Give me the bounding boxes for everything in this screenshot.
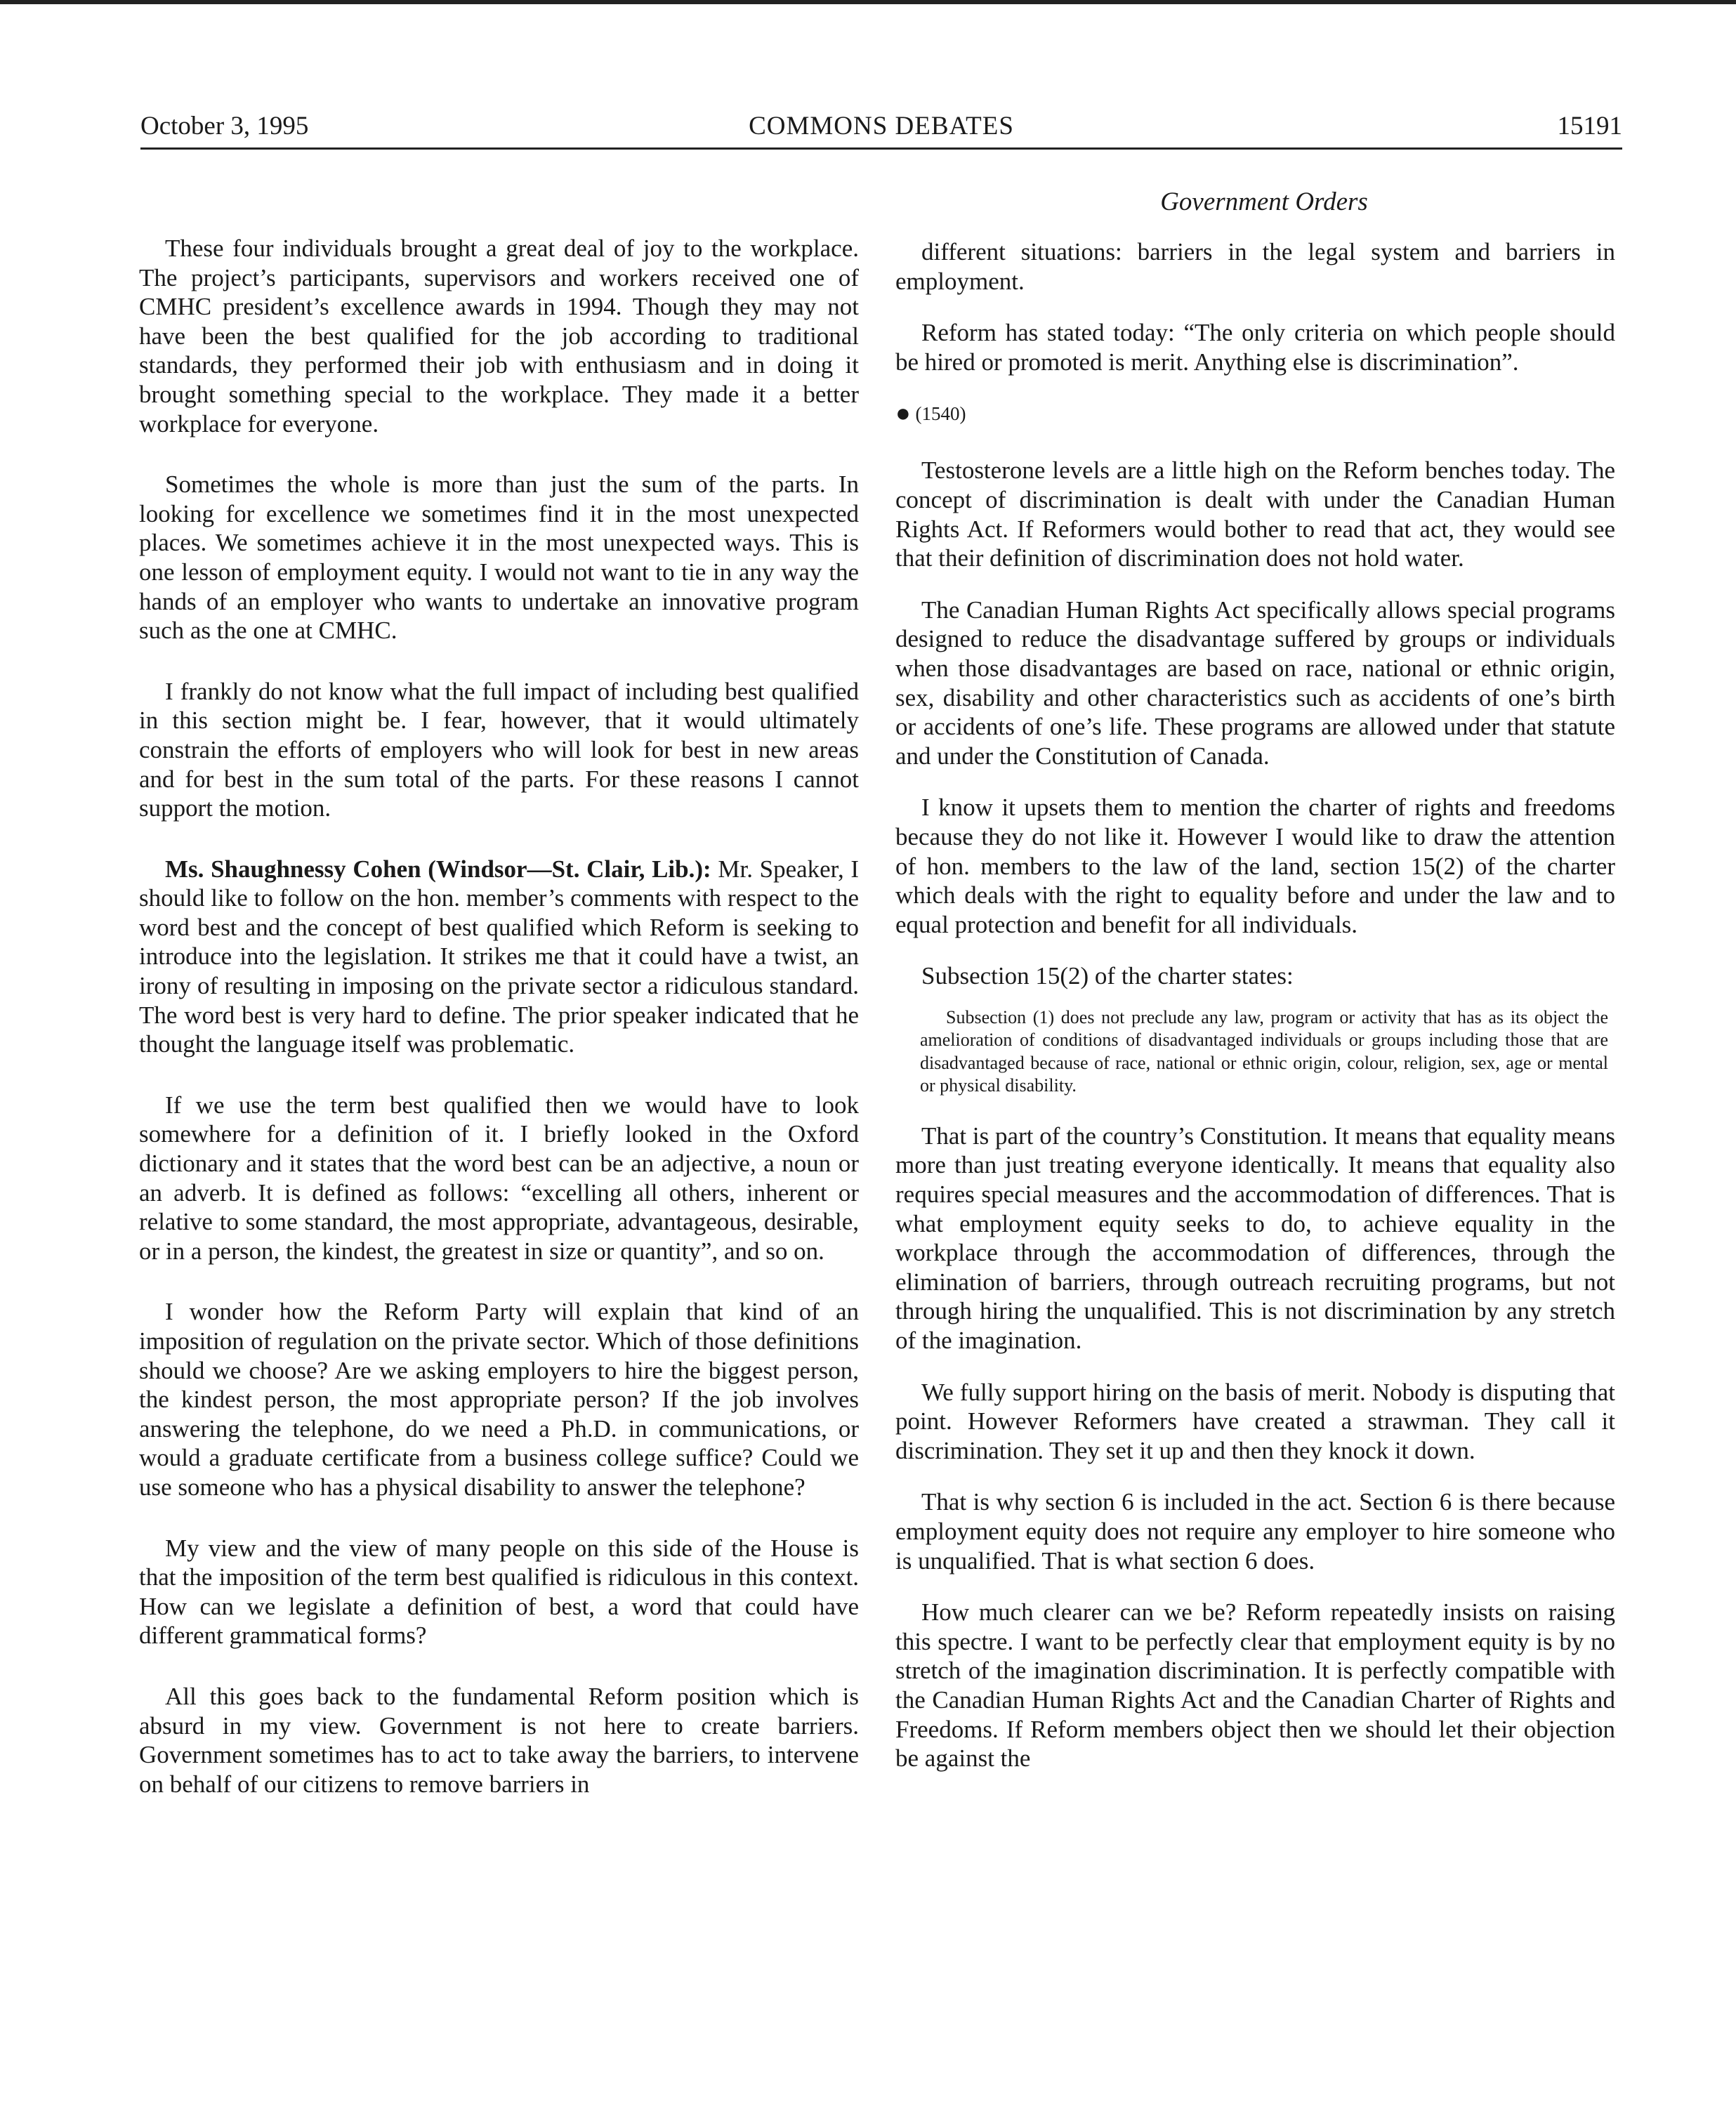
paragraph: The Canadian Human Rights Act specifically allows special programs designed to reduce the disadvantage suffered by groups or individuals when those disadvantages are based on race, national or ethnic origin, sex, disability and other characteristics such as accidents of one’s birth or accidents of one’s life. These programs are allowed under that statute and under the Constitution of Canada.: [895, 596, 1615, 770]
header-rule: [140, 147, 1622, 150]
header-date: October 3, 1995: [140, 112, 309, 140]
paragraph: Testosterone levels are a little high on the Reform benches today. The concept of discrimination is dealt with under the Canadian Human Rights Act. If Reformers would bother to read that act, they would see that their definition of discrimination does not hold water.: [895, 456, 1615, 572]
time-stamp: [895, 399, 1615, 428]
header-journal-title: COMMONS DEBATES: [749, 112, 1014, 140]
bullet-icon: ●: [895, 399, 911, 428]
paragraph: That is part of the country’s Constitution. It means that equality means more than just treating everyone identically. It means that equality also requires special measures and the accommodation of differences. That is what employment equity seeks to do, to achieve equality in the workplace through the accommodation of differences, through the elimination of barriers, through outreach recruiting programs, but not through hiring the unqualified. This is not discrimination by any stretch of the imagination.: [895, 1122, 1615, 1355]
paragraph: I frankly do not know what the full impact of including best qualified in this section might be. I fear, however, that it would ultimately constrain the efforts of employers who will look for best in new areas and for best in the sum total of the parts. For these reasons I cannot support the motion.: [139, 677, 859, 822]
paragraph: We fully support hiring on the basis of merit. Nobody is disputing that point. However Reformers have created a strawman. They call it discrimination. They set it up and then they knock it down.: [895, 1378, 1615, 1464]
paragraph: That is why section 6 is included in the act. Section 6 is there because employment equity does not require any employer to hire someone who is unqualified. That is what section 6 does.: [895, 1488, 1615, 1575]
paragraph: I know it upsets them to mention the charter of rights and freedoms because they do not like it. However I would like to draw the attention of hon. members to the law of the land, section 15(2) of the charter which deals with the right to equality before and under the law and to equal protection and benefit for all individuals.: [895, 794, 1615, 938]
paragraph: Reform has stated today: “The only criteria on which people should be hired or promoted is merit. Anything else is discrimination”.: [895, 319, 1615, 376]
speaker-name: Ms. Shaughnessy Cohen (Windsor—St. Clair, Lib.):: [165, 855, 711, 883]
speaker-remarks: Mr. Speaker, I should like to follow on the hon. member’s comments with respect to the word best and the concept of best qualified which Reform is seeking to introduce into the legislation. It strikes me that it could have a twist, an irony of resulting in imposing on the private sector a ridiculous standard. The word best is very hard to define. The prior speaker indicated that he thought the language itself was problematic.: [139, 855, 860, 1058]
paragraph: Subsection 15(2) of the charter states:: [921, 962, 1294, 990]
right-column: [895, 237, 1615, 1796]
time-stamp-text: (1540): [915, 403, 966, 425]
scan-top-edge: [0, 0, 1736, 4]
paragraph: How much clearer can we be? Reform repeatedly insists on raising this spectre. I want to be perfectly clear that employment equity is by no stretch of the imagination discrimination. It is perfectly compatible with the Canadian Human Rights Act and the Canadian Charter of Rights and Freedoms. If Reform members object then we should let their objection be against the: [895, 1598, 1615, 1773]
section-label: Government Orders: [1160, 188, 1368, 216]
paragraph: Sometimes the whole is more than just the sum of the parts. In looking for excellence we sometimes find it in the most unexpected places. We sometimes achieve it in the most unexpected ways. This is one lesson of employment equity. I would not want to tie in any way the hands of an employer who wants to undertake an innovative program such as the one at CMHC.: [139, 471, 859, 645]
running-header: [140, 107, 1622, 146]
paragraph: different situations: barriers in the legal system and barriers in employment.: [895, 238, 1615, 295]
paragraph: I wonder how the Reform Party will explain that kind of an imposition of regulation on the private sector. Which of those definitions should we choose? Are we asking employers to hire the biggest person, the kindest person, the most appropriate person? If the job involves answering the telephone, do we need a Ph.D. in communications, or would a graduate certificate from a business college suffice? Could we use someone who has a physical disability to answer the telephone?: [139, 1298, 859, 1501]
charter-quotation: Subsection (1) does not preclude any law, program or activity that has as its object the amelioration of conditions of disadvantaged individuals or groups including those that are disadvantaged because of race, national or ethnic origin, colour, religion, sex, age or mental or physical disability.: [920, 1006, 1608, 1096]
paragraph: All this goes back to the fundamental Reform position which is absurd in my view. Government is not here to create barriers. Government sometimes has to act to take away the barriers, to intervene on behalf of our citizens to remove barriers in: [139, 1682, 859, 1798]
left-column: [139, 234, 859, 1830]
paragraph: These four individuals brought a great deal of joy to the workplace. The project’s participants, supervisors and workers received one of CMHC president’s excellence awards in 1994. Though they may not have been the best qualified for the job according to traditional standards, they performed their job with enthusiasm and in doing it brought something special to the workplace. They made it a better workplace for everyone.: [139, 235, 859, 438]
speaker-paragraph: [139, 855, 859, 1059]
paragraph: If we use the term best qualified then we would have to look somewhere for a definition of it. I briefly looked in the Oxford dictionary and it states that the word best can be an adjective, a noun or an adverb. It is defined as follows: “excelling all others, inherent or relative to some standard, the most appropriate, advantageous, desirable, or in a person, the kindest, the greatest in size or quantity”, and so on.: [139, 1091, 859, 1265]
header-page-number: 15191: [1557, 112, 1622, 140]
paragraph: My view and the view of many people on this side of the House is that the imposition of the term best qualified is ridiculous in this context. How can we legislate a definition of best, a word that could have different grammatical forms?: [139, 1534, 859, 1650]
